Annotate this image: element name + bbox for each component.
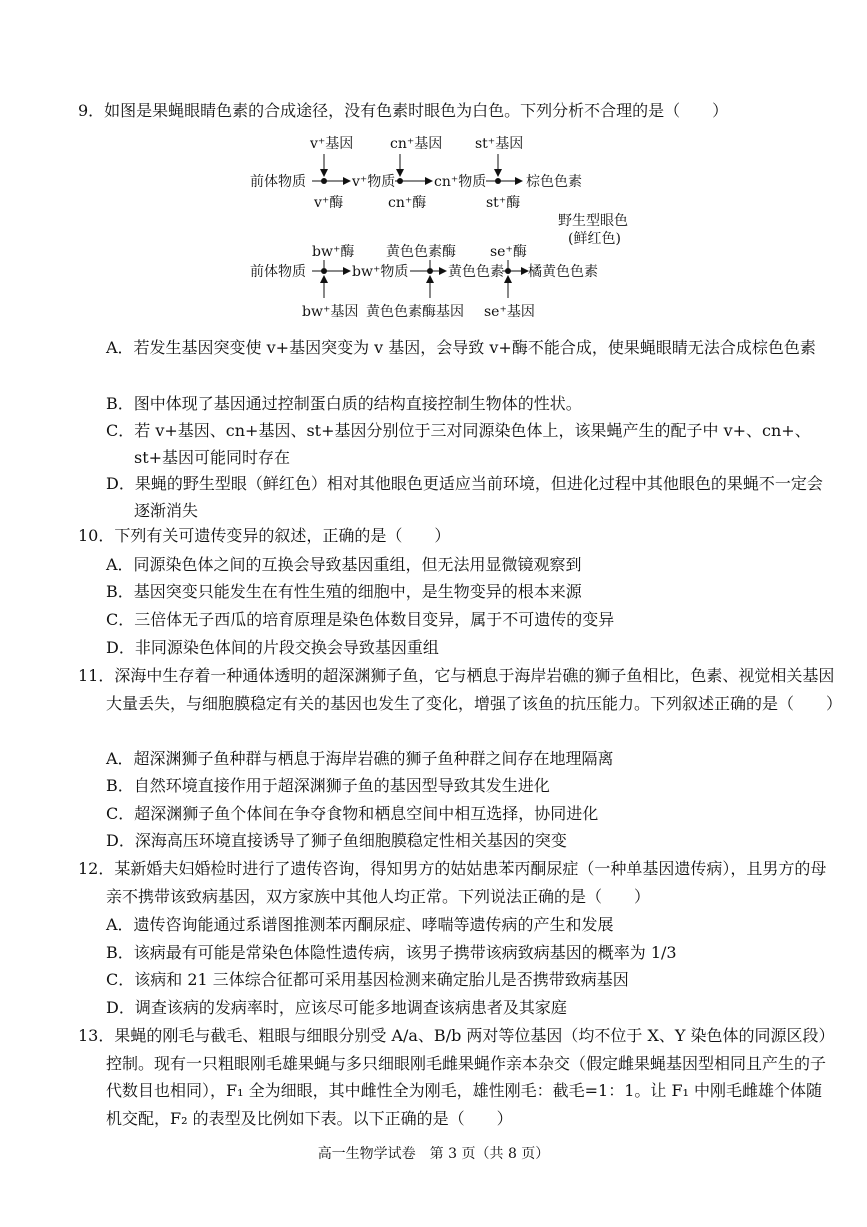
node-st [495, 178, 501, 184]
node-v [321, 178, 327, 184]
orange-pigment: 橘黄色色素 [528, 264, 598, 280]
q11-option-d: D．深海高压环境直接诱导了狮子鱼细胞膜稳定性相关基因的突变 [106, 831, 567, 850]
gene-se-label: se⁺基因 [484, 304, 535, 320]
q11-stem: 11．深海中生存着一种通体透明的超深渊狮子鱼，它与栖息于海岸岩礁的狮子鱼相比，色素、视觉相关基因大量丢失，与细胞膜稳定有关的基因也发生了变化，增强了该鱼的抗压能力。下列叙述正确的是（ ） [78, 666, 843, 713]
q12-option-c: C．该病和 21 三体综合征都可采用基因检测来确定胎儿是否携带致病基因 [106, 970, 629, 989]
cn-substance: cn⁺物质 [434, 174, 487, 190]
q10-option-d: D．非同源染色体间的片段交换会导致基因重组 [106, 638, 439, 657]
enzyme-se: se⁺酶 [490, 244, 527, 260]
enzyme-bw: bw⁺酶 [312, 244, 355, 260]
gene-v-label: v⁺基因 [310, 136, 354, 152]
enzyme-st: st⁺酶 [486, 195, 521, 211]
q11-option-b: B．自然环境直接作用于超深渊狮子鱼的基因型导致其发生进化 [106, 776, 550, 795]
q12-option-b: B．该病最有可能是常染色体隐性遗传病，该男子携带该病致病基因的概率为 1/3 [106, 943, 677, 962]
node-bw [321, 268, 327, 274]
enzyme-yellow: 黄色色素酶 [386, 244, 456, 260]
pigment-pathway-diagram [240, 130, 640, 325]
q10-option-c: C．三倍体无子西瓜的培育原理是染色体数目变异，属于不可遗传的变异 [106, 610, 615, 629]
q12-option-a: A．遗传咨询能通过系谱图推测苯丙酮尿症、哮喘等遗传病的产生和发展 [106, 915, 614, 934]
q10-option-b: B．基因突变只能发生在有性生殖的细胞中，是生物变异的根本来源 [106, 582, 582, 601]
enzyme-cn: cn⁺酶 [388, 195, 427, 211]
q11-option-a: A．超深渊狮子鱼种群与栖息于海岸岩礁的狮子鱼种群之间存在地理隔离 [106, 749, 614, 768]
precursor-1: 前体物质 [250, 174, 306, 190]
node-se [505, 268, 511, 274]
q9-option-c: C．若 v+基因、cn+基因、st+基因分别位于三对同源染色体上，该果蝇产生的配子中 v+、cn+、st+基因可能同时存在 [106, 421, 811, 467]
q9-option-d: D．果蝇的野生型眼（鲜红色）相对其他眼色更适应当前环境，但进化过程中其他眼色的果蝇不一定会逐渐消失 [106, 474, 823, 520]
q9-stem: 9．如图是果蝇眼睛色素的合成途径，没有色素时眼色为白色。下列分析不合理的是（ ） [78, 101, 729, 120]
bw-substance: bw⁺物质 [352, 264, 409, 280]
q12-stem: 12．某新婚夫妇婚检时进行了遗传咨询，得知男方的姑姑患苯丙酮尿症（一种单基因遗传病），且男方的母亲不携带该致病基因，双方家族中其他人均正常。下列说法正确的是（ ） [78, 859, 827, 906]
page-footer: 高一生物学试卷 第 3 页（共 8 页） [317, 1146, 550, 1162]
brown-pigment: 棕色色素 [526, 174, 582, 190]
v-substance: v⁺物质 [352, 174, 396, 190]
wild-type-color: (鲜红色) [568, 231, 621, 247]
gene-cn-label: cn⁺基因 [390, 136, 443, 152]
gene-yellow-enzyme-label: 黄色色素酶基因 [366, 304, 464, 320]
q10-option-a: A．同源染色体之间的互换会导致基因重组，但无法用显微镜观察到 [106, 555, 582, 574]
node-cn [397, 178, 403, 184]
precursor-2: 前体物质 [250, 264, 306, 280]
wild-type-label: 野生型眼色 [558, 213, 628, 229]
q12-option-d: D．调查该病的发病率时，应该尽可能多地调查该病患者及其家庭 [106, 998, 567, 1017]
yellow-pigment: 黄色色素 [448, 264, 504, 280]
gene-st-label: st⁺基因 [475, 136, 524, 152]
q9-option-a: A．若发生基因突变使 v+基因突变为 v 基因，会导致 v+酶不能合成，使果蝇眼睛无法合成棕色色素 [106, 338, 816, 357]
gene-bw-label: bw⁺基因 [302, 304, 359, 320]
q11-option-c: C．超深渊狮子鱼个体间在争夺食物和栖息空间中相互选择，协同进化 [106, 804, 599, 823]
q9-option-b: B．图中体现了基因通过控制蛋白质的结构直接控制生物体的性状。 [106, 394, 582, 413]
node-yellow [427, 268, 433, 274]
q10-stem: 10．下列有关可遗传变异的叙述，正确的是（ ） [78, 526, 451, 545]
enzyme-v: v⁺酶 [314, 195, 344, 211]
q13-stem: 13．果蝇的刚毛与截毛、粗眼与细眼分别受 A/a、B/b 两对等位基因（均不位于 X、Y 染色体的同源区段）控制。现有一只粗眼刚毛雄果蝇与多只细眼刚毛雌果蝇作亲本杂交（假定雌果蝇基因型相同且产生的子代数目也相同），F₁ 全为细眼，其中雌性全为刚毛，雄性刚毛：截毛=1：1。让 F₁ 中刚毛雌雄个体随机交配，F₂ 的表型及比例如下表。以下正确的是（ ） [78, 1026, 835, 1128]
